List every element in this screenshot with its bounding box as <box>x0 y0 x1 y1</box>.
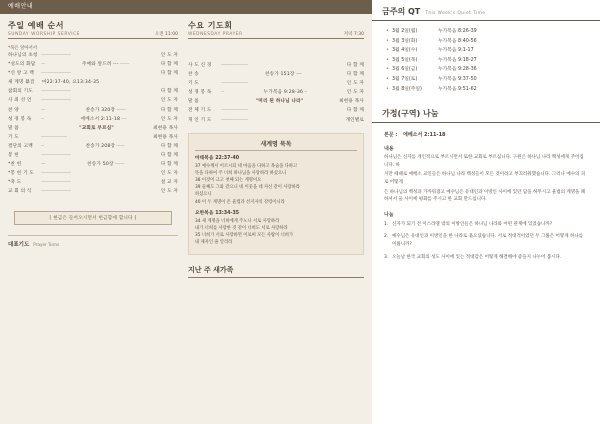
cell-questions-list <box>384 221 588 261</box>
qt-item <box>386 27 590 37</box>
sermon-preacher: 최현용 목사 <box>153 125 178 131</box>
order-item-value: 인 도 자 <box>160 189 178 195</box>
order-item-name: 말 씀 <box>8 125 19 131</box>
order-dots: ------- <box>114 162 125 168</box>
memory-verse-line: 35 너희가 서로 사랑하면 이로써 모든 사람이 너희가 <box>195 233 294 239</box>
order-item-name: 참회의 기도 <box>8 89 33 95</box>
order-row <box>8 124 178 133</box>
sunday-title-en: SUNDAY WORSHIP SERVICE <box>8 32 81 37</box>
order-item-value2: 다 함 께 <box>160 62 178 68</box>
memory-verse-title: 새계명 묵독 <box>195 139 357 151</box>
order-row <box>8 87 178 96</box>
order-item-value: 찬송가 151장 --- <box>264 72 302 78</box>
bullet-icon: • <box>386 28 389 34</box>
order-item-value2: 다 함 께 <box>346 72 364 78</box>
memory-verse-line: 하셨으니 <box>195 192 212 198</box>
order-item-value: 다 함 께 <box>160 71 178 77</box>
order-dots: ------ <box>116 143 125 149</box>
order-row <box>188 88 364 97</box>
order-columns <box>0 14 372 278</box>
bullet-icon: • <box>386 37 389 44</box>
order-row <box>8 133 178 142</box>
question-text: 신자가 되기 전 이스라엘 밖의 이방인들은 하나님 나라와 어떤 관계에 있었습니까? <box>392 221 553 227</box>
order-item-value: 개인별로 <box>345 117 364 123</box>
question-number: 1. <box>384 221 389 227</box>
cell-questions-block <box>384 211 588 261</box>
order-item-value: 에베소서 2:11-18 <box>80 116 121 122</box>
order-dots: ---------------------- <box>41 180 71 186</box>
order-row <box>188 106 364 115</box>
order-dots: ---------------------- <box>41 89 71 95</box>
order-row <box>8 96 178 105</box>
order-row <box>8 151 178 160</box>
order-dots: --- <box>41 162 46 168</box>
qt-date: 3월 8일(주일) <box>392 86 422 92</box>
order-item-name: 전 체 기 도 <box>188 108 212 114</box>
qt-date: 3월 4일(수) <box>392 48 418 54</box>
cell-text-label: 본문 : <box>384 132 398 139</box>
order-item-value2: 다 함 께 <box>160 162 179 168</box>
order-item-name: 기 도 <box>8 134 19 140</box>
order-row <box>8 78 178 87</box>
order-row <box>8 160 178 169</box>
order-item-value: 설 교 자 <box>160 180 178 186</box>
wednesday-title-ko: 수요 기도회 <box>188 21 233 30</box>
qt-date: 3월 5일(목) <box>392 57 418 63</box>
order-item-value: 인 도 자 <box>346 81 364 87</box>
memory-verse-ref-2: 요한복음 13:34-35 <box>195 210 240 216</box>
order-row <box>188 97 364 106</box>
qt-date: 3월 3일(화) <box>392 38 418 44</box>
order-item-value: 찬송가 320장 <box>85 107 116 113</box>
qt-list <box>372 21 600 94</box>
order-row <box>8 178 178 187</box>
order-item-value2: 인 도 자 <box>346 90 365 96</box>
prayer-turns-label-en: Prayer Turns <box>33 241 60 247</box>
wednesday-prayer-column <box>186 20 364 278</box>
qt-item <box>386 46 590 56</box>
order-dots: ---------------------- <box>41 98 71 104</box>
order-dots: ---------------------- <box>41 171 71 177</box>
wednesday-title-en: WEDNESDAY PRAYER <box>188 32 243 37</box>
order-dots: -- <box>221 90 224 96</box>
order-row <box>188 79 364 88</box>
wednesday-order-list <box>188 61 364 125</box>
cell-group-heading <box>372 102 600 123</box>
memory-verse-box <box>188 133 364 255</box>
order-item-name: *성도의 화답 <box>8 62 36 68</box>
right-panel <box>372 0 600 424</box>
order-row <box>8 115 178 124</box>
order-item-value: 인 도 자 <box>160 171 178 177</box>
memory-verse-line: 38 이것이 크고 첫째 되는 계명이요 <box>195 178 262 184</box>
cell-content-paragraph: 하나님은 신자를 개인적으로 부르시면서 또한 교회로 부르십니다. 구원은 하나님 나라 백성에게 주어집니다. 하 <box>384 155 584 168</box>
order-item-name: *찬 헌 <box>8 162 22 168</box>
question-text: 예수님은 유대인과 이방인을 한 나라로 묶으셨습니다. 서로 적대적이었던 두 그룹은 어떻게 하나를 이룹니까? <box>392 234 584 247</box>
order-item-name: 결단의 고백 <box>8 143 33 149</box>
cell-question-item <box>384 254 588 262</box>
question-text: 오늘날 한국 교회의 성도 사이에 있는 적대감은 어떻게 해결해야 좋을지 나누어 봅시다. <box>392 254 562 260</box>
order-item-value: 최현용 목사 <box>153 134 178 140</box>
prayer-turns-section <box>8 235 178 248</box>
order-item-value: 찬송가 208장 <box>85 143 116 149</box>
qt-reference: 누가복음 8:26-39 <box>438 29 477 34</box>
order-item-value: 인 도 자 <box>160 53 178 58</box>
cell-question-item <box>384 221 588 229</box>
order-item-name: 말 씀 <box>188 99 199 105</box>
qt-date: 3월 6일(금) <box>392 67 418 73</box>
offering-note-box: [ 현금은 들어오시면서 헌금함에 합니다 ] <box>14 211 172 225</box>
cell-content-paragraph: 지만 때때로 예배소 교인들은 하나님 나라 백성들이 모든 것이라고 부끄러워했습니다. 그러나 예수의 피로 어떻게 <box>384 172 586 185</box>
bullet-icon: • <box>386 47 389 54</box>
memory-verse-line: 37 예수께서 이르시되 네 마음을 다하고 목숨을 다하고 <box>195 163 298 169</box>
order-item-value: 다 함 께 <box>346 63 364 68</box>
order-item-name: 기 도 <box>188 81 199 87</box>
order-item-value: 마22:37-40, 요13:34-35 <box>42 80 100 86</box>
order-item-name: 새 계명 暴音 <box>8 80 35 86</box>
qt-item <box>386 65 590 75</box>
order-item-value2: 다 함 께 <box>160 143 179 149</box>
order-row <box>188 61 364 70</box>
memory-verse-line: 34 새 계명을 너희에게 주노니 서로 사랑하라 <box>195 218 280 224</box>
order-row <box>8 69 178 78</box>
order-dots: -------------------- <box>221 117 249 123</box>
order-row <box>8 106 178 115</box>
order-dots: -------------------- <box>221 81 249 87</box>
memory-verse-line: 내 제자인 줄 알리라 <box>195 240 233 246</box>
order-item-name: *축 도 <box>8 180 22 186</box>
qt-reference: 누가복음 9:51-62 <box>438 86 477 92</box>
order-item-value: 다 함 께 <box>346 108 364 114</box>
sunday-worship-heading <box>8 20 178 39</box>
question-number: 3. <box>384 254 389 260</box>
order-item-name: 찬 송 <box>188 72 199 78</box>
qt-reference: 누가복음 8:40-56 <box>438 38 477 44</box>
wednesday-sermon-preacher: 최현용 목사 <box>339 99 364 105</box>
qt-date: 3월 2일(월) <box>392 29 418 34</box>
order-item-name: 성 경 봉 독 <box>188 90 212 96</box>
memory-verse-ref-1: 마태복음 22:37-40 <box>195 155 240 161</box>
cell-group-title: 가정(구역) 나눔 <box>382 109 439 119</box>
order-row <box>8 142 178 151</box>
order-item-name: 찬 양 <box>8 107 19 113</box>
order-item-value: 찬송가 50장 <box>87 162 114 168</box>
order-dots: ------- <box>116 107 126 113</box>
last-week-newcomers-title: 지난 주 새가족 <box>188 265 364 278</box>
order-item-value: 인 도 자 <box>160 98 178 104</box>
qt-item <box>386 37 590 47</box>
wednesday-sermon-title: "머리 된 하나님 나라" <box>255 99 304 105</box>
order-dots: -- <box>41 116 44 122</box>
qt-heading <box>372 0 600 21</box>
cell-text-ref-row <box>384 131 588 138</box>
order-dots: -------------------- <box>221 108 249 114</box>
order-dots: -------------------- <box>221 63 249 68</box>
qt-reference: 누가복음 9:18-27 <box>438 57 477 63</box>
qt-date: 3월 7일(토) <box>392 76 418 82</box>
sunday-service-time: 오전 11:00 <box>154 32 178 37</box>
order-dots: --- <box>41 62 46 68</box>
qt-item <box>386 75 590 85</box>
order-row <box>8 60 178 69</box>
bullet-icon: • <box>386 75 389 82</box>
cell-content-block <box>384 145 588 204</box>
qt-title-ko: 금주의 QT <box>382 7 421 16</box>
cell-group-body <box>372 123 600 261</box>
cell-questions-label: 나눔 <box>384 211 394 218</box>
qt-item <box>386 56 590 66</box>
cell-text-reference: 에베소서 2:11-18 <box>403 132 446 139</box>
order-item-name: 개 인 기 도 <box>188 117 212 123</box>
qt-title-en: This Week's Quiet Time <box>425 11 486 16</box>
question-number: 2. <box>384 234 389 240</box>
order-row <box>8 51 178 60</box>
order-item-value: 누가복음 9:28-36 <box>263 90 304 96</box>
order-row <box>188 116 364 125</box>
order-item-name: 하나님의 초청 <box>8 53 38 58</box>
order-item-value: 다 함 께 <box>160 153 178 159</box>
order-dots: ---------------------- <box>41 71 71 77</box>
order-row <box>8 169 178 178</box>
order-item-value: 주예와 앞드려 --- <box>82 62 119 68</box>
bullet-icon: • <box>386 66 389 73</box>
order-dots: ---------------------- <box>41 189 71 195</box>
prayer-turns-label-ko: 대표기도 <box>8 241 30 248</box>
wednesday-heading <box>188 20 364 39</box>
order-item-value: 다 함 께 <box>160 89 178 95</box>
order-dots: ------- <box>119 62 130 68</box>
order-dots: ------------------- <box>41 134 67 140</box>
sunday-order-list <box>8 45 178 197</box>
order-item-name: 교 회 의 식 <box>8 189 32 195</box>
order-item-name: 성 경 봉 독 <box>8 116 32 122</box>
sunday-worship-column <box>8 20 186 278</box>
order-item-value2: 인 도 자 <box>160 116 179 122</box>
order-dots: -- <box>41 143 44 149</box>
bullet-icon: • <box>386 85 389 92</box>
order-dots: --- <box>41 107 46 113</box>
sunday-title-ko: 주일 예배 순서 <box>8 21 64 30</box>
order-row <box>188 70 364 79</box>
bullet-icon: • <box>386 56 389 63</box>
cell-content-label: 내용 <box>384 146 394 153</box>
order-item-name: 사 도 신 경 <box>188 63 212 68</box>
order-item-value2: 다 함 께 <box>160 107 179 113</box>
qt-reference: 누가복음 9:37-50 <box>438 76 477 82</box>
cell-question-item <box>384 233 588 248</box>
qt-reference: 누가복음 9:1-17 <box>438 48 474 54</box>
cell-content-paragraph: 든 하나님의 백성과 가까워졌고 예수님은 유대인과 이방인 사이에 있던 담을 허무시고 율법의 계명을 폐하셔서 둘 사이에 평화를 주시고 한 교회 만드십니다. <box>384 189 586 203</box>
order-item-name: *봉 헌 기 도 <box>8 171 35 177</box>
left-panel-header: 예배안내 <box>0 0 372 14</box>
order-item-name: 봉 헌 <box>8 153 19 159</box>
order-row <box>8 187 178 196</box>
qt-item <box>386 85 590 95</box>
wednesday-service-time: 저녁 7:30 <box>343 32 364 37</box>
order-item-name: 사 죄 선 언 <box>8 98 32 104</box>
order-dots: ---- <box>121 116 127 122</box>
memory-verse-line: 내가 너희를 사랑한 것 같이 너희도 서로 사랑하라 <box>195 226 288 232</box>
last-week-newcomers-section <box>188 265 364 278</box>
order-item-name: *신 앙 고 백 <box>8 71 35 77</box>
order-dots: ---------------------- <box>41 153 71 159</box>
order-dots: -- <box>304 90 307 96</box>
memory-verse-line: 뜻을 다하여 주 너희 하나님을 사랑하라 하셨으니 <box>195 170 287 176</box>
order-dots: ---------------------- <box>41 53 71 58</box>
sermon-title: "교회로 부르심" <box>79 125 114 131</box>
memory-verse-line: 39 둘째도 그와 같으니 네 이웃을 네 자신 같이 사랑하라 <box>195 185 300 191</box>
memory-verse-line: 40 이 두 계명이 온 율법과 선지자의 강령이니라 <box>195 199 285 205</box>
order-row-note: *묵은 알아서서 <box>8 46 38 51</box>
qt-reference: 누가복음 9:28-36 <box>438 67 477 73</box>
